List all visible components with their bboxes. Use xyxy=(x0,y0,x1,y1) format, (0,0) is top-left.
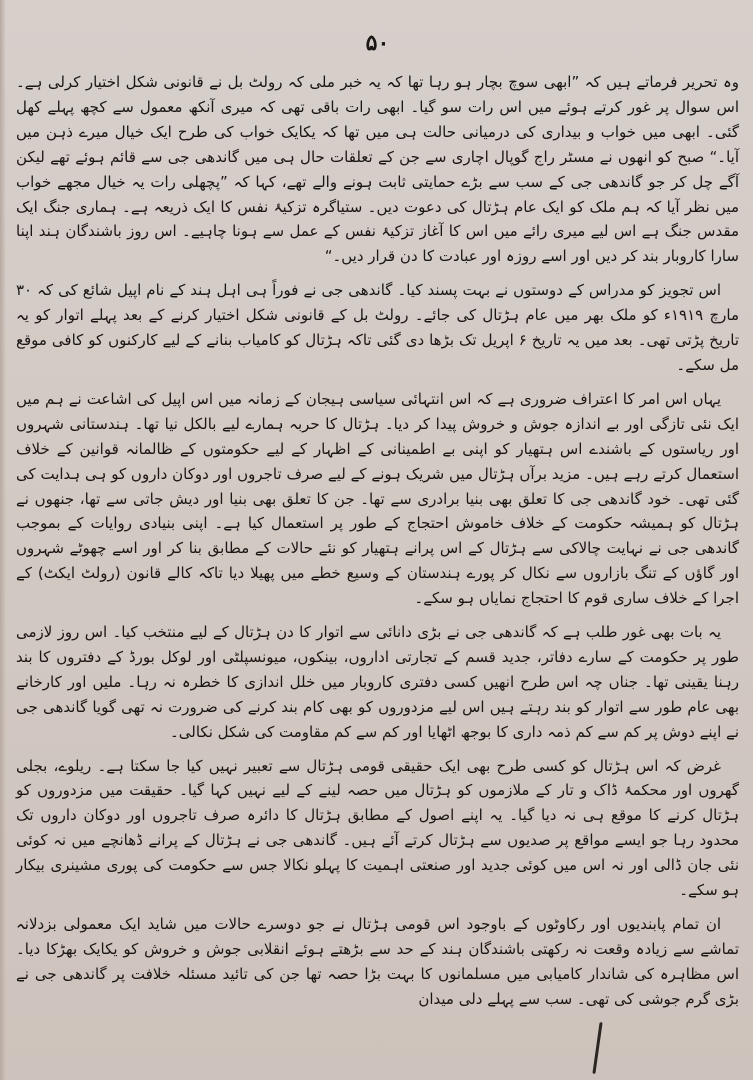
paragraph-3: یہاں اس امر کا اعتراف ضروری ہے کہ اس انتہائی سیاسی ہیجان کے زمانہ میں اس اپیل کی اشاعت نے ہم میں ایک نئی تازگی اور بے اندازہ جوش و خروش پیدا کر دیا۔ ہڑتال کا حربہ ہمارے لیے بالکل نیا تھا۔ ہندستانی شہروں اور ریاستوں کے باشندے اس ہتھیار کو اپنی بے اطمینانی کے اظہار کے لیے حکومتوں کے ظالمانہ قوانین کے خلاف استعمال کرتے رہے ہیں۔ مزید برآں ہڑتال میں شریک ہونے کے لیے صرف تاجروں اور دوکان داروں کو ہی ہدایت کی گئی تھی۔ خود گاندھی جی کا تعلق بھی بنیا برادری سے تھا۔ جن کا تعلق بھی بنیا اور دیش جاتی سے تھا، جنھوں نے ہڑتال کو ہمیشہ حکومت کے خلاف خاموش احتجاج کے طور پر استعمال کیا ہے۔ اپنی بنیادی روایات کے بموجب گاندھی جی نے نہایت چالاکی سے ہڑتال کے اس پرانے ہتھیار کو نئے حالات کے مطابق بنا کر اور اسے چھوٹے شہروں اور گاؤں کے تنگ بازاروں سے نکال کر پورے ہندستان کے وسیع خطے میں پھیلا دیا تاکہ کالے قانون (رولٹ ایکٹ) کے اجرا کے خلاف ساری قوم کا احتجاج نمایاں ہو سکے۔ xyxy=(16,389,739,608)
paragraph-4: یہ بات بھی غور طلب ہے کہ گاندھی جی نے بڑی دانائی سے اتوار کا دن ہڑتال کے لیے منتخب کیا۔ اس روز لازمی طور پر حکومت کے سارے دفاتر، جدید قسم کے تجارتی اداروں، بینکوں، میونسپلٹی اور لوکل بورڈ کے دفتروں کا بند رہنا یقینی تھا۔ جناں چہ اس طرح انھیں کسی دفتری کاروبار میں خلل اندازی کا خطرہ نہ رہا۔ ملیں اور کارخانے بھی عام طور سے اتوار کو بند رہتے ہیں اس لیے مزدوروں کو بھی کام بند کرنے کی ضرورت نہ تھی گویا گاندھی جی نے اپنے دوش پر کم سے کم ذمہ داری کا بوجھ اٹھایا اور کم سے کم مقاومت کی شکل نکالی۔ xyxy=(16,623,739,741)
paragraph-1: وہ تحریر فرماتے ہیں کہ ”ابھی سوچ بچار ہو رہا تھا کہ یہ خبر ملی کہ رولٹ بل نے قانونی شکل اختیار کرلی ہے۔ اس سوال پر غور کرتے ہوئے میں اس رات سو گیا۔ ابھی رات باقی تھی کہ میری آنکھ معمول سے کچھ پہلے کھل گئی۔ ابھی میں خواب و بیداری کی درمیانی حالت ہی میں تھا کہ یکایک خواب کی طرح ایک خیال میرے ذہن میں آیا۔“ صبح کو انھوں نے مسٹر راج گوپال اچاری سے جن کے تعلقات حال ہی میں گاندھی جی سے قائم ہوئے تھے لیکن آگے چل کر جو گاندھی جی کے سب سے بڑے حمایتی ثابت ہونے والے تھے، کہا کہ ”پچھلی رات یہ خیال مجھے خواب میں نظر آیا کہ ہم ملک کو ایک عام ہڑتال کی دعوت دیں۔ ستیاگرہ تزکیۂ نفس کا ایک ذریعہ ہے۔ ہماری جنگ ایک مقدس جنگ ہے اس لیے میری رائے میں اس کا آغاز تزکیۂ نفس کے عمل سے ہونا چاہیے۔ اس روز باشندگان ہند اپنا سارا کاروبار بند کر دیں اور اسے روزہ اور عبادت کا دن قرار دیں۔“ xyxy=(16,73,739,266)
page-number: ۵۰ xyxy=(365,30,390,56)
paragraph-2: اس تجویز کو مدراس کے دوستوں نے بہت پسند کیا۔ گاندھی جی نے فوراً ہی اہل ہند کے نام اپیل شائع کی کہ ۳۰ مارچ ۱۹۱۹ء کو ملک بھر میں عام ہڑتال کی جائے۔ رولٹ بل کے قانونی شکل اختیار کرنے کے بعد پہلے اتوار کو یہ تاریخ پڑتی تھی۔ بعد میں یہ تاریخ ۶ اپریل تک بڑھا دی گئی تاکہ ہڑتال کو کامیاب بنانے کے لیے کارکنوں کو کافی موقع مل سکے۔ xyxy=(16,281,739,374)
paragraph-5: غرض کہ اس ہڑتال کو کسی طرح بھی ایک حقیقی قومی ہڑتال سے تعبیر نہیں کیا جا سکتا ہے۔ ریلوے، بجلی گھروں اور محکمۂ ڈاک و تار کے ملازموں کو ہڑتال میں حصہ لینے کے لیے نہیں کہا گیا۔ حقیقت میں مزدوروں کو ہڑتال کرنے کا موقع ہی نہ دیا گیا۔ یہ اپنے اصول کے مطابق ہڑتال کا دائرہ صرف تاجروں اور دوکان داروں تک محدود رہا جو ایسے مواقع پر صدیوں سے ہڑتال کرتے آئے ہیں۔ گاندھی جی نے ہڑتال کے پرانے ڈھانچے میں نہ کوئی نئی جان ڈالی اور نہ اس میں کوئی جدید اور صنعتی اہمیت کا پہلو نکالا جس سے حکومت کی پوری مشینری بیکار ہو سکے۔ xyxy=(16,756,739,900)
page-body-text xyxy=(16,70,739,1012)
handwritten-mark xyxy=(592,1022,602,1074)
paragraph-6: ان تمام پابندیوں اور رکاوٹوں کے باوجود اس قومی ہڑتال نے جو دوسرے حالات میں شاید ایک معمولی بزدلانہ تماشے سے زیادہ وقعت نہ رکھتی باشندگان ہند کے حد سے بڑھتے ہوئے انقلابی جوش و خروش کو یکایک بھڑکا دیا۔ اس مظاہرہ کی شاندار کامیابی میں مسلمانوں کا بہت بڑا حصہ تھا جن کی تائید مسئلہ خلافت پر گاندھی جی نے بڑی گرم جوشی کی تھی۔ سب سے پہلے دلی میدان xyxy=(16,915,739,1008)
